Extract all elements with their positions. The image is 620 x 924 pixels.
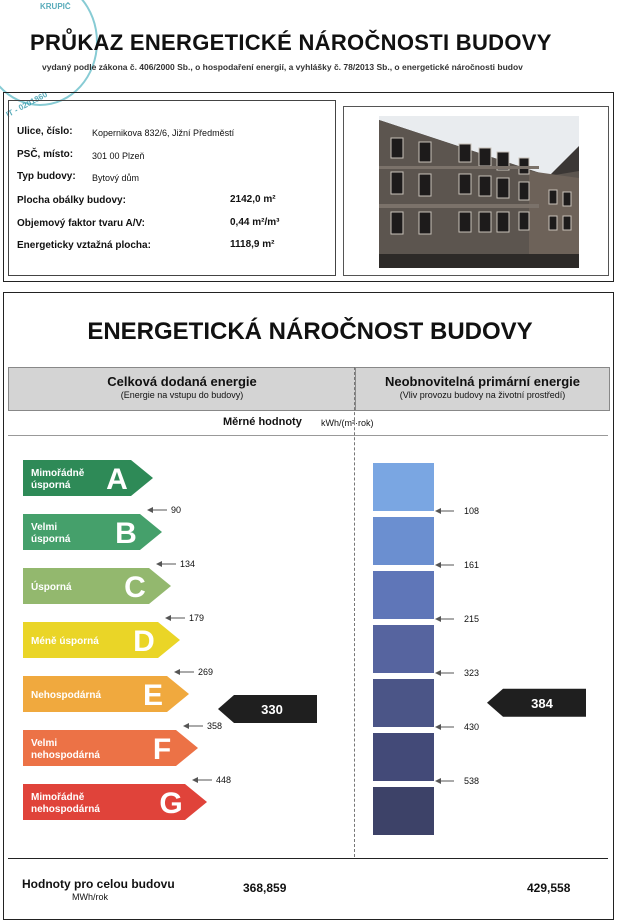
shape-factor-value: 0,44 m²/m³	[230, 217, 280, 228]
right-tick-arrow	[435, 670, 441, 676]
band-letter-a: A	[106, 463, 128, 496]
type-value: Bytový dům	[92, 173, 140, 183]
psc-value: 301 00 Plzeň	[92, 151, 145, 161]
left-tick-arrow	[174, 669, 180, 675]
band-letter-d: D	[133, 625, 155, 658]
primary-energy-block	[373, 733, 434, 781]
right-tick-arrow	[435, 724, 441, 730]
band-letter-e: E	[142, 679, 164, 712]
band-letter-c: C	[124, 571, 146, 604]
band-letter-g: G	[159, 787, 183, 820]
right-tick-arrow	[435, 778, 441, 784]
left-tick-arrow	[192, 777, 198, 783]
measure-label: Měrné hodnoty	[223, 416, 302, 428]
band-label-b: úsporná	[31, 534, 71, 545]
band-letter-f: F	[152, 733, 172, 766]
left-tick-arrow	[147, 507, 153, 513]
envelope-value: 2142,0 m²	[230, 194, 276, 205]
band-label-f: nehospodárná	[31, 750, 100, 761]
building-photo	[379, 116, 579, 268]
units-label: kWh/(m²·rok)	[321, 418, 374, 428]
type-label: Typ budovy:	[17, 171, 76, 182]
total-right-value: 429,558	[527, 881, 571, 895]
band-label-f: Velmi	[31, 738, 58, 749]
primary-energy-block	[373, 463, 434, 511]
units-row	[8, 409, 608, 436]
left-tick-label: 179	[189, 613, 205, 623]
right-tick-label: 108	[464, 506, 480, 516]
band-label-b: Velmi	[31, 522, 58, 533]
primary-energy-block	[373, 625, 434, 673]
page-subtitle: vydaný podle zákona č. 406/2000 Sb., o hospodaření energií, a vyhlášky č. 78/2013 Sb., o energetické náročnosti budov	[42, 62, 523, 72]
left-tick-label: 269	[198, 667, 214, 677]
stamp-text-bottom: IT - 0201860	[4, 89, 49, 120]
left-column-header	[8, 367, 356, 411]
street-value: Kopernikova 832/6, Jižní Předměstí	[92, 128, 235, 138]
right-value-label: 384	[531, 695, 553, 711]
left-tick-label: 134	[180, 559, 196, 569]
reference-area-label: Energeticky vztažná plocha:	[17, 240, 151, 251]
right-column-header	[355, 367, 610, 411]
envelope-label: Plocha obálky budovy:	[17, 195, 126, 206]
psc-label: PSČ, místo:	[17, 149, 74, 160]
band-label-a: Mimořádně	[31, 468, 85, 479]
right-tick-arrow	[435, 508, 441, 514]
rating-title: ENERGETICKÁ NÁROČNOST BUDOVY	[87, 318, 533, 345]
left-tick-arrow	[165, 615, 171, 621]
band-label-a: úsporná	[31, 480, 71, 491]
left-tick-label: 448	[216, 775, 232, 785]
reference-area-value: 1118,9 m²	[230, 239, 275, 250]
right-tick-label: 161	[464, 560, 480, 570]
left-value-label: 330	[261, 702, 283, 718]
shape-factor-label: Objemový faktor tvaru A/V:	[17, 218, 145, 229]
band-letter-b: B	[115, 517, 137, 550]
right-tick-arrow	[435, 562, 441, 568]
right-tick-label: 538	[464, 776, 480, 786]
band-label-e: Nehospodárná	[31, 690, 102, 701]
totals-units: MWh/rok	[72, 892, 108, 902]
street-label: Ulice, číslo:	[17, 126, 73, 137]
left-tick-arrow	[156, 561, 162, 567]
right-tick-label: 215	[464, 614, 480, 624]
right-tick-label: 430	[464, 722, 480, 732]
right-column-subheading: (Vliv provozu budovy na životní prostředí)	[399, 390, 566, 400]
right-tick-arrow	[435, 616, 441, 622]
left-column-subheading: (Energie na vstupu do budovy)	[120, 390, 244, 400]
band-label-d: Méně úsporná	[31, 636, 99, 647]
total-left-value: 368,859	[243, 881, 287, 895]
totals-label: Hodnoty pro celou budovu	[22, 877, 175, 891]
band-label-g: nehospodárná	[31, 804, 100, 815]
left-tick-label: 358	[207, 721, 223, 731]
primary-energy-block	[373, 517, 434, 565]
primary-energy-block	[373, 679, 434, 727]
stamp-text-top: KRUPIČ	[40, 2, 71, 11]
right-column-heading: Neobnovitelná primární energie	[384, 374, 581, 389]
left-tick-label: 90	[171, 505, 182, 515]
energy-scale	[0, 440, 620, 860]
band-label-g: Mimořádně	[31, 792, 85, 803]
band-label-c: Úsporná	[31, 582, 72, 593]
primary-energy-block	[373, 571, 434, 619]
page-title: PRŮKAZ ENERGETICKÉ NÁROČNOSTI BUDOVY	[30, 30, 552, 55]
left-tick-arrow	[183, 723, 189, 729]
right-tick-label: 323	[464, 668, 480, 678]
primary-energy-block	[373, 787, 434, 835]
left-column-heading: Celková dodaná energie	[107, 374, 257, 389]
